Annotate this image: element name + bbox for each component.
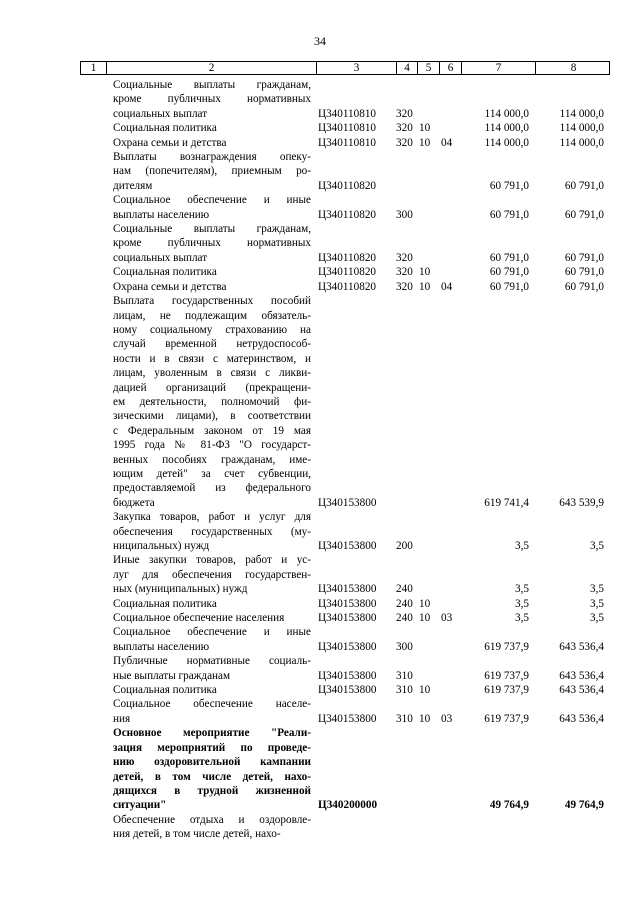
row-name	[113, 611, 311, 625]
row-name	[113, 510, 311, 553]
row-expense-type: 320	[396, 136, 413, 149]
row-name-line: Социальные выплаты гражданам,	[113, 79, 311, 91]
row-name	[113, 625, 311, 654]
row-code: Ц340153800	[318, 583, 377, 596]
row-name-line: Социальное обеспечение населения	[113, 612, 285, 625]
row-name-line: Публичные нормативные социаль-	[113, 655, 311, 668]
row-name	[113, 193, 311, 222]
row-name-line: Социальное обеспечение и иные	[113, 626, 311, 639]
row-code: Ц340153800	[318, 640, 377, 653]
row-value-2021: 3,5	[590, 583, 604, 596]
row-section: 10	[419, 266, 431, 279]
row-value-2020: 114 000,0	[484, 122, 529, 135]
row-expense-type: 310	[396, 712, 413, 725]
row-name-line: ные выплаты гражданам	[113, 669, 231, 682]
row-name-line: нам (попечителям), приемным ро-	[113, 165, 311, 178]
row-section: 10	[419, 122, 431, 135]
table-row	[0, 193, 640, 222]
row-value-2021: 114 000,0	[559, 136, 604, 149]
row-section: 10	[419, 136, 431, 149]
table-row	[0, 510, 640, 553]
table-row	[0, 611, 640, 625]
row-name-line: Выплата государственных пособий	[113, 295, 311, 308]
row-name-line: 1995 года № 81-ФЗ "О государст-	[113, 439, 311, 452]
row-name-line: Обеспечение отдыха и оздоровле-	[113, 813, 311, 826]
row-name-line: ющим детей" за счет субвенции,	[113, 467, 311, 480]
row-name-line: выплаты населению	[113, 208, 210, 221]
row-name-line: Закупка товаров, работ и услуг для	[113, 511, 311, 524]
row-section: 10	[419, 597, 431, 610]
row-name-line: ниципальных) нужд	[113, 540, 210, 552]
table-row	[0, 553, 640, 596]
row-name-line: дящихся в трудной жизненной	[113, 784, 311, 797]
table-row	[0, 222, 640, 265]
row-name-line: венных пособиях гражданам, име-	[113, 453, 311, 466]
row-code: Ц340153800	[318, 669, 377, 682]
row-value-2021: 114 000,0	[559, 122, 604, 135]
row-name-line: Социальная политика	[113, 122, 217, 135]
row-name	[113, 697, 311, 726]
row-code: Ц340110820	[318, 280, 377, 293]
table-row	[0, 625, 640, 654]
row-value-2020: 60 791,0	[489, 266, 529, 279]
row-value-2020: 60 791,0	[489, 208, 529, 221]
row-name-line: ем деятельности, полномочий фи-	[113, 395, 311, 408]
row-value-2021: 3,5	[590, 597, 604, 610]
row-name-line: детей, в том числе детей, нахо-	[113, 770, 311, 783]
row-name-line: Социальная политика	[113, 266, 217, 279]
row-name-line: кроме публичных нормативных	[113, 93, 311, 106]
row-name-line: случай временной нетрудоспособ-	[113, 338, 311, 351]
row-name	[113, 222, 311, 265]
table-row	[0, 654, 640, 683]
row-name-line: ния	[113, 712, 131, 725]
row-name-line: Охрана семьи и детства	[113, 136, 227, 149]
table-row	[0, 78, 640, 121]
header-col-2: 2	[107, 62, 317, 74]
row-value-2021: 3,5	[590, 612, 604, 625]
row-value-2021: 49 764,9	[564, 799, 604, 812]
row-value-2020: 60 791,0	[489, 251, 529, 264]
table-header	[80, 61, 610, 75]
row-section: 10	[419, 684, 431, 697]
row-expense-type: 240	[396, 612, 413, 625]
row-value-2021: 3,5	[590, 540, 604, 552]
header-col-7: 7	[462, 62, 536, 74]
row-name-line: лицам, уволенным в связи с ликви-	[113, 367, 311, 380]
row-value-2020: 619 741,4	[484, 496, 529, 509]
row-name-line: Социальная политика	[113, 597, 217, 610]
row-name-line: луг для обеспечения государствен-	[113, 568, 311, 581]
table-row	[0, 813, 640, 842]
row-value-2020: 114 000,0	[484, 107, 529, 120]
row-code: Ц340110820	[318, 266, 377, 279]
row-value-2021: 643 536,4	[559, 669, 604, 682]
row-name-line: Выплаты вознаграждения опеку-	[113, 151, 311, 164]
row-value-2020: 49 764,9	[489, 799, 529, 812]
row-expense-type: 240	[396, 597, 413, 610]
row-name	[113, 597, 311, 611]
row-expense-type: 320	[396, 122, 413, 135]
row-name	[113, 265, 311, 279]
table-row	[0, 597, 640, 611]
row-subsection: 04	[441, 280, 453, 293]
row-value-2020: 3,5	[515, 583, 529, 596]
row-name-line: Социальное обеспечение и иные	[113, 194, 311, 207]
row-name	[113, 813, 311, 842]
header-col-4: 4	[397, 62, 418, 74]
row-value-2020: 619 737,9	[484, 640, 529, 653]
row-expense-type: 300	[396, 640, 413, 653]
row-expense-type: 320	[396, 107, 413, 120]
row-name-line: обеспечения государственных (му-	[113, 525, 311, 538]
row-name	[113, 136, 311, 150]
table-row	[0, 136, 640, 150]
row-name	[113, 150, 311, 193]
row-value-2020: 60 791,0	[489, 179, 529, 192]
row-expense-type: 240	[396, 583, 413, 596]
row-code: Ц340153800	[318, 597, 377, 610]
row-code: Ц340110820	[318, 251, 377, 264]
row-value-2021: 643 536,4	[559, 712, 604, 725]
row-code: Ц340110820	[318, 208, 377, 221]
row-section: 10	[419, 612, 431, 625]
row-name-line: социальных выплат	[113, 107, 208, 120]
row-value-2020: 3,5	[515, 597, 529, 610]
row-subsection: 04	[441, 136, 453, 149]
row-name-line: кроме публичных нормативных	[113, 237, 311, 250]
table-row	[0, 150, 640, 193]
row-section: 10	[419, 280, 431, 293]
row-value-2020: 3,5	[515, 612, 529, 625]
row-code: Ц340153800	[318, 712, 377, 725]
row-name-line: Иные закупки товаров, работ и ус-	[113, 554, 311, 567]
row-value-2021: 643 539,9	[559, 496, 604, 509]
row-expense-type: 310	[396, 684, 413, 697]
row-name-line: ситуации"	[113, 799, 167, 812]
row-name	[113, 121, 311, 135]
row-name-line: Социальные выплаты гражданам,	[113, 223, 311, 236]
row-name-line: дацией организаций (прекращени-	[113, 381, 311, 394]
row-code: Ц340153800	[318, 540, 377, 552]
row-expense-type: 320	[396, 251, 413, 264]
table-row	[0, 265, 640, 279]
row-value-2020: 619 737,9	[484, 684, 529, 697]
row-name-line: Охрана семьи и детства	[113, 280, 227, 293]
row-name-line: нию оздоровительной кампании	[113, 756, 311, 769]
row-name	[113, 726, 311, 812]
row-value-2020: 619 737,9	[484, 712, 529, 725]
table-row	[0, 683, 640, 697]
row-name-line: зация мероприятий по проведе-	[113, 741, 311, 754]
row-code: Ц340153800	[318, 684, 377, 697]
row-name	[113, 294, 311, 510]
row-value-2021: 60 791,0	[564, 280, 604, 293]
table-row	[0, 697, 640, 726]
row-value-2021: 643 536,4	[559, 684, 604, 697]
row-name	[113, 654, 311, 683]
table-row	[0, 121, 640, 135]
table-row	[0, 294, 640, 510]
page-number: 34	[314, 34, 326, 48]
row-name-line: ния детей, в том числе детей, нахо-	[113, 828, 281, 841]
row-name-line: Социальное обеспечение населе-	[113, 698, 311, 711]
row-name-line: с Федеральным законом от 19 мая	[113, 424, 311, 437]
row-name-line: Основное мероприятие "Реали-	[113, 727, 311, 740]
row-name	[113, 280, 311, 294]
row-name-line: ному социальному страхованию на	[113, 323, 311, 336]
row-value-2021: 114 000,0	[559, 107, 604, 120]
row-expense-type: 200	[396, 540, 413, 552]
row-subsection: 03	[441, 712, 453, 725]
row-subsection: 03	[441, 612, 453, 625]
header-col-8: 8	[570, 62, 577, 74]
row-code: Ц340153800	[318, 612, 377, 625]
row-expense-type: 300	[396, 208, 413, 221]
row-name-line: социальных выплат	[113, 251, 208, 264]
row-code: Ц340110810	[318, 136, 377, 149]
row-value-2021: 643 536,4	[559, 640, 604, 653]
row-section: 10	[419, 712, 431, 725]
row-code: Ц340153800	[318, 496, 377, 509]
table-row	[0, 726, 640, 812]
row-code: Ц340110810	[318, 122, 377, 135]
row-expense-type: 310	[396, 669, 413, 682]
row-name	[113, 683, 311, 697]
header-col-1: 1	[81, 62, 107, 74]
table-row	[0, 280, 640, 294]
row-name	[113, 553, 311, 596]
row-name	[113, 78, 311, 121]
row-name-line: выплаты населению	[113, 640, 210, 653]
row-name-line: бюджета	[113, 496, 155, 509]
row-name-line: ности и в связи с материнством, и	[113, 352, 311, 365]
row-value-2020: 60 791,0	[489, 280, 529, 293]
row-name-line: предоставляемой из федерального	[113, 482, 311, 495]
row-name-line: Социальная политика	[113, 684, 217, 697]
row-name-line: ных (муниципальных) нужд	[113, 583, 248, 596]
row-value-2021: 60 791,0	[564, 266, 604, 279]
row-code: Ц340200000	[318, 799, 378, 812]
row-name-line: зическими лицами), в соответствии	[113, 410, 311, 423]
row-value-2020: 619 737,9	[484, 669, 529, 682]
row-expense-type: 320	[396, 266, 413, 279]
row-value-2020: 114 000,0	[484, 136, 529, 149]
header-col-5: 5	[418, 62, 440, 74]
row-code: Ц340110820	[318, 179, 377, 192]
header-col-3: 3	[317, 62, 397, 74]
row-value-2021: 60 791,0	[564, 179, 604, 192]
table-body	[0, 78, 640, 842]
header-col-6: 6	[440, 62, 462, 74]
row-value-2020: 3,5	[515, 540, 529, 552]
row-expense-type: 320	[396, 280, 413, 293]
row-code: Ц340110810	[318, 107, 377, 120]
row-name-line: дителям	[113, 179, 153, 192]
row-value-2021: 60 791,0	[564, 251, 604, 264]
row-value-2021: 60 791,0	[564, 208, 604, 221]
row-name-line: лицам, не подлежащим обязатель-	[113, 309, 311, 322]
